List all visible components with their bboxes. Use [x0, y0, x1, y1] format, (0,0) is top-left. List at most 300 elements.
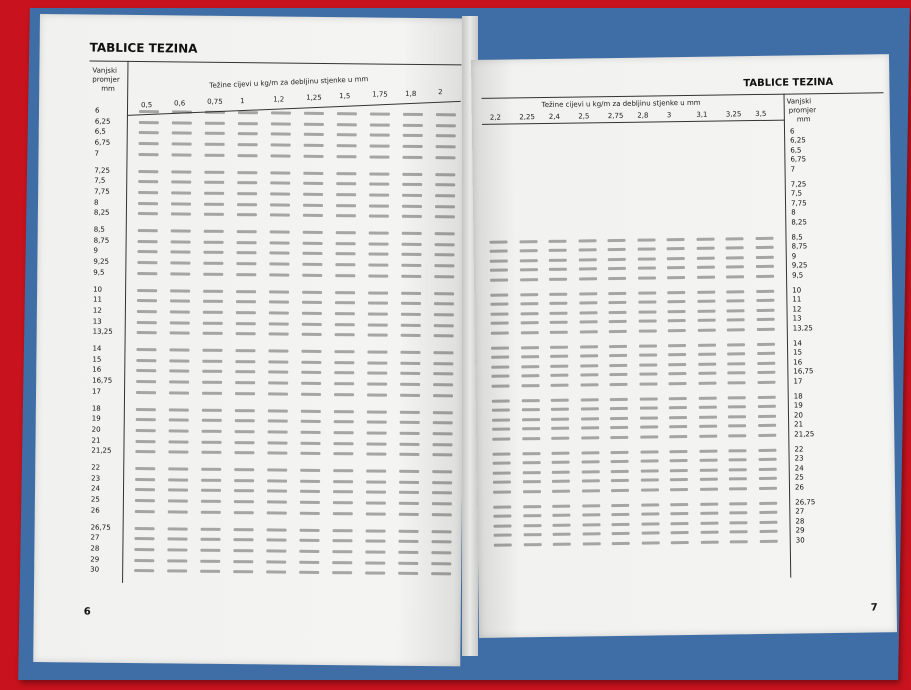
table-cell-mark	[726, 290, 744, 293]
table-cell-mark	[640, 469, 658, 472]
right-diameter-22: 16	[793, 358, 803, 367]
table-cell-mark	[135, 510, 155, 513]
table-cell-mark	[697, 309, 715, 312]
table-cell-mark	[758, 477, 776, 480]
table-cell-mark	[172, 132, 192, 135]
table-cell-mark	[638, 276, 656, 279]
right-diameter-6: 7,5	[790, 189, 803, 198]
table-cell-mark	[170, 251, 190, 254]
table-cell-mark	[233, 560, 253, 563]
table-cell-mark	[755, 265, 773, 268]
table-cell-mark	[168, 478, 188, 481]
table-cell-mark	[549, 268, 567, 271]
table-cell-mark	[304, 112, 324, 115]
table-cell-mark	[639, 382, 657, 385]
table-cell-mark	[759, 530, 777, 533]
table-cell-mark	[490, 259, 508, 262]
table-cell-mark	[368, 312, 388, 315]
table-cell-mark	[581, 451, 599, 454]
table-cell-mark	[668, 344, 686, 347]
table-cell-mark	[611, 513, 629, 516]
table-cell-mark	[669, 382, 687, 385]
table-cell-mark	[369, 231, 389, 234]
table-cell-mark	[580, 408, 598, 411]
right-diameter-32: 24	[794, 464, 804, 473]
table-cell-mark	[333, 452, 353, 455]
table-cell-mark	[519, 249, 537, 252]
table-cell-mark	[400, 442, 420, 445]
table-cell-mark	[169, 359, 189, 362]
table-cell-mark	[493, 481, 511, 484]
left-diameter-37: 28	[90, 544, 100, 553]
table-cell-mark	[204, 202, 224, 205]
table-cell-mark	[134, 559, 154, 562]
table-cell-mark	[699, 450, 717, 453]
table-cell-mark	[580, 355, 598, 358]
table-cell-mark	[552, 514, 570, 517]
right-diameter-19: 13,25	[792, 323, 813, 333]
table-cell-mark	[204, 181, 224, 184]
table-cell-mark	[610, 435, 628, 438]
table-cell-mark	[237, 230, 257, 233]
table-cell-mark	[269, 263, 289, 266]
table-cell-mark	[333, 469, 353, 472]
table-cell-mark	[237, 171, 257, 174]
left-diameter-5: 7,25	[94, 166, 111, 175]
table-cell-mark	[401, 253, 421, 256]
left-thickness-7: 1,75	[372, 90, 388, 100]
table-cell-mark	[268, 409, 288, 412]
table-cell-mark	[435, 183, 455, 186]
table-cell-mark	[697, 344, 715, 347]
table-cell-mark	[134, 569, 154, 572]
table-cell-mark	[237, 213, 257, 216]
table-cell-mark	[398, 540, 418, 543]
left-diameter-31: 23	[91, 474, 101, 483]
table-cell-mark	[640, 488, 658, 491]
table-cell-mark	[270, 203, 290, 206]
table-cell-mark	[333, 480, 353, 483]
table-cell-mark	[671, 531, 689, 534]
table-cell-mark	[611, 470, 629, 473]
table-cell-mark	[521, 365, 539, 368]
table-cell-mark	[582, 532, 600, 535]
table-cell-mark	[370, 123, 390, 126]
left-thickness-9: 2	[438, 87, 443, 97]
table-cell-mark	[170, 310, 190, 313]
table-cell-mark	[435, 232, 455, 235]
table-cell-mark	[266, 539, 286, 542]
table-cell-mark	[610, 407, 628, 410]
table-cell-mark	[728, 381, 746, 384]
table-cell-mark	[333, 490, 353, 493]
table-cell-mark	[580, 373, 598, 376]
table-cell-mark	[552, 461, 570, 464]
table-cell-mark	[366, 502, 386, 505]
table-cell-mark	[520, 312, 538, 315]
table-cell-mark	[403, 123, 423, 126]
table-cell-mark	[550, 364, 568, 367]
table-cell-mark	[639, 397, 657, 400]
left-diameter-33: 25	[90, 495, 100, 504]
table-cell-mark	[205, 143, 225, 146]
table-cell-mark	[727, 343, 745, 346]
outer-diameter-header-2: promjer	[92, 75, 120, 84]
table-cell-mark	[432, 470, 452, 473]
table-cell-mark	[268, 430, 288, 433]
table-cell-mark	[200, 538, 220, 541]
table-cell-mark	[552, 470, 570, 473]
table-cell-mark	[493, 471, 511, 474]
table-cell-mark	[205, 111, 225, 114]
table-cell-mark	[550, 374, 568, 377]
table-cell-mark	[491, 346, 509, 349]
table-cell-mark	[171, 213, 191, 216]
table-cell-mark	[641, 522, 659, 525]
table-cell-mark	[172, 142, 192, 145]
table-cell-mark	[550, 321, 568, 324]
table-cell-mark	[268, 382, 288, 385]
table-cell-mark	[301, 371, 321, 374]
table-cell-mark	[300, 469, 320, 472]
table-cell-mark	[521, 408, 539, 411]
table-cell-mark	[402, 232, 422, 235]
table-cell-mark	[267, 500, 287, 503]
table-cell-mark	[609, 354, 627, 357]
table-cell-mark	[201, 478, 221, 481]
table-cell-mark	[727, 353, 745, 356]
table-cell-mark	[549, 249, 567, 252]
table-cell-mark	[136, 359, 156, 362]
table-cell-mark	[549, 258, 567, 261]
table-cell-mark	[436, 113, 456, 116]
table-cell-mark	[698, 362, 716, 365]
table-cell-mark	[611, 504, 629, 507]
table-cell-mark	[270, 182, 290, 185]
table-cell-mark	[367, 442, 387, 445]
table-cell-mark	[234, 528, 254, 531]
table-cell-mark	[332, 571, 352, 574]
table-cell-mark	[610, 382, 628, 385]
table-cell-mark	[641, 541, 659, 544]
table-cell-mark	[167, 570, 187, 573]
table-cell-mark	[334, 410, 354, 413]
table-cell-mark	[521, 374, 539, 377]
table-cell-mark	[696, 256, 714, 259]
table-cell-mark	[667, 266, 685, 269]
table-cell-mark	[637, 257, 655, 260]
table-cell-mark	[551, 436, 569, 439]
table-cell-mark	[366, 453, 386, 456]
table-cell-mark	[301, 431, 321, 434]
table-cell-mark	[336, 214, 356, 217]
table-cell-mark	[138, 240, 158, 243]
table-cell-mark	[304, 144, 324, 147]
table-cell-mark	[137, 261, 157, 264]
table-cell-mark	[523, 543, 541, 546]
table-cell-mark	[728, 449, 746, 452]
table-cell-mark	[727, 362, 745, 365]
right-outer-diameter-header-3: mm	[796, 115, 811, 124]
table-cell-mark	[168, 451, 188, 454]
table-cell-mark	[334, 431, 354, 434]
table-cell-mark	[172, 110, 192, 113]
left-diameter-12: 9	[93, 246, 99, 256]
table-cell-mark	[756, 290, 774, 293]
table-cell-mark	[335, 263, 355, 266]
table-cell-mark	[640, 450, 658, 453]
table-cell-mark	[268, 349, 288, 352]
table-cell-mark	[203, 273, 223, 276]
table-cell-mark	[301, 360, 321, 363]
table-cell-mark	[726, 300, 744, 303]
table-cell-mark	[435, 205, 455, 208]
table-cell-mark	[551, 427, 569, 430]
table-cell-mark	[202, 370, 222, 373]
left-diameter-27: 20	[91, 425, 101, 434]
table-cell-mark	[238, 122, 258, 125]
table-cell-mark	[137, 289, 157, 292]
table-cell-mark	[758, 449, 776, 452]
left-diameter-8: 8	[93, 198, 99, 207]
table-cell-mark	[303, 182, 323, 185]
table-cell-mark	[368, 323, 388, 326]
table-cell-mark	[367, 393, 387, 396]
table-cell-mark	[638, 329, 656, 332]
table-cell-mark	[493, 515, 511, 518]
table-cell-mark	[609, 329, 627, 332]
right-diameter-10: 8,5	[791, 233, 803, 242]
table-cell-mark	[400, 421, 420, 424]
table-cell-mark	[609, 345, 627, 348]
table-cell-mark	[135, 450, 155, 453]
table-cell-mark	[699, 434, 717, 437]
table-cell-mark	[700, 540, 718, 543]
table-cell-mark	[337, 155, 357, 158]
table-cell-mark	[434, 275, 454, 278]
left-diameter-15: 10	[93, 285, 103, 294]
table-cell-mark	[303, 214, 323, 217]
right-thickness-2: 2,4	[548, 112, 560, 121]
table-cell-mark	[236, 273, 256, 276]
table-cell-mark	[699, 487, 717, 490]
table-cell-mark	[303, 241, 323, 244]
table-cell-mark	[758, 458, 776, 461]
table-cell-mark	[234, 500, 254, 503]
table-cell-mark	[669, 450, 687, 453]
table-cell-mark	[238, 111, 258, 114]
table-cell-mark	[170, 332, 190, 335]
table-cell-mark	[491, 375, 509, 378]
table-cell-mark	[696, 266, 714, 269]
right-diameter-9: 8,25	[791, 217, 807, 227]
table-cell-mark	[401, 264, 421, 267]
table-cell-mark	[235, 409, 255, 412]
table-cell-mark	[299, 571, 319, 574]
table-cell-mark	[698, 415, 716, 418]
table-cell-mark	[136, 369, 156, 372]
right-diameter-1: 6,25	[790, 136, 806, 145]
table-cell-mark	[610, 398, 628, 401]
table-cell-mark	[550, 355, 568, 358]
table-cell-mark	[611, 488, 629, 491]
table-cell-mark	[168, 499, 188, 502]
table-cell-mark	[670, 512, 688, 515]
right-thickness-caption: Težine cijevi u kg/m za debljinu stjenke u mm	[541, 98, 701, 110]
table-cell-mark	[203, 311, 223, 314]
table-cell-mark	[169, 370, 189, 373]
table-cell-mark	[237, 181, 257, 184]
table-cell-mark	[492, 437, 510, 440]
table-cell-mark	[368, 264, 388, 267]
table-cell-mark	[334, 382, 354, 385]
table-cell-mark	[521, 355, 539, 358]
table-cell-mark	[757, 362, 775, 365]
table-cell-mark	[302, 301, 322, 304]
table-cell-mark	[367, 421, 387, 424]
table-cell-mark	[638, 320, 656, 323]
table-cell-mark	[729, 468, 747, 471]
table-cell-mark	[640, 426, 658, 429]
outer-diameter-header-3: mm	[101, 84, 115, 93]
table-cell-mark	[609, 373, 627, 376]
table-cell-mark	[300, 512, 320, 515]
table-cell-mark	[520, 321, 538, 324]
table-cell-mark	[756, 318, 774, 321]
table-cell-mark	[697, 328, 715, 331]
left-diameter-25: 18	[91, 404, 101, 413]
table-cell-mark	[637, 267, 655, 270]
table-cell-mark	[582, 523, 600, 526]
right-diameter-0: 6	[789, 127, 795, 136]
table-cell-mark	[756, 343, 774, 346]
table-cell-mark	[434, 264, 454, 267]
table-cell-mark	[431, 572, 451, 575]
table-cell-mark	[136, 429, 156, 432]
table-cell-mark	[201, 451, 221, 454]
table-cell-mark	[608, 239, 626, 242]
table-cell-mark	[581, 470, 599, 473]
table-cell-mark	[169, 380, 189, 383]
table-cell-mark	[610, 417, 628, 420]
left-thickness-6: 1,5	[339, 92, 351, 101]
right-diameter-24: 17	[793, 376, 803, 386]
table-cell-mark	[581, 436, 599, 439]
table-cell-mark	[521, 346, 539, 349]
table-cell-mark	[492, 384, 510, 387]
table-cell-mark	[138, 191, 158, 194]
table-cell-mark	[494, 534, 512, 537]
table-cell-mark	[581, 426, 599, 429]
table-cell-mark	[757, 352, 775, 355]
table-cell-mark	[551, 452, 569, 455]
table-cell-mark	[670, 503, 688, 506]
table-cell-mark	[553, 533, 571, 536]
table-cell-mark	[236, 290, 256, 293]
table-cell-mark	[580, 364, 598, 367]
table-cell-mark	[269, 322, 289, 325]
table-cell-mark	[271, 111, 291, 114]
table-cell-mark	[492, 399, 510, 402]
table-cell-mark	[136, 408, 156, 411]
table-cell-mark	[436, 135, 456, 138]
left-diameter-14: 9,5	[93, 268, 105, 277]
table-cell-mark	[403, 145, 423, 148]
table-cell-mark	[493, 490, 511, 493]
left-thickness-caption: Težine cijevi u kg/m za debljinu stjenke u mm	[209, 75, 369, 90]
table-cell-mark	[670, 478, 688, 481]
table-cell-mark	[670, 488, 688, 491]
left-diameter-4: 7	[94, 149, 100, 158]
table-cell-mark	[299, 560, 319, 563]
table-cell-mark	[519, 259, 537, 262]
table-cell-mark	[668, 353, 686, 356]
table-cell-mark	[431, 540, 451, 543]
table-cell-mark	[490, 303, 508, 306]
table-cell-mark	[401, 291, 421, 294]
left-diameter-26: 19	[91, 414, 101, 423]
table-cell-mark	[494, 543, 512, 546]
table-cell-mark	[641, 503, 659, 506]
table-cell-mark	[336, 231, 356, 234]
table-cell-mark	[235, 392, 255, 395]
table-cell-mark	[268, 371, 288, 374]
table-cell-mark	[492, 452, 510, 455]
left-thickness-8: 1,8	[405, 89, 417, 98]
table-cell-mark	[135, 499, 155, 502]
table-cell-mark	[269, 252, 289, 255]
table-cell-mark	[612, 541, 630, 544]
table-cell-mark	[755, 246, 773, 249]
right-table-top-rule	[482, 92, 884, 99]
table-cell-mark	[668, 329, 686, 332]
right-diameter-35: 26,75	[795, 498, 816, 507]
table-cell-mark	[726, 256, 744, 259]
table-cell-mark	[205, 154, 225, 157]
table-cell-mark	[671, 541, 689, 544]
right-diameter-23: 16,75	[793, 367, 814, 376]
left-diameter-30: 22	[91, 463, 101, 472]
table-cell-mark	[137, 272, 157, 275]
table-cell-mark	[608, 276, 626, 279]
table-cell-mark	[268, 441, 288, 444]
table-cell-mark	[171, 202, 191, 205]
table-cell-mark	[402, 242, 422, 245]
right-diameter-29: 21,25	[794, 429, 815, 439]
left-diameter-6: 7,5	[94, 176, 106, 185]
table-cell-mark	[755, 237, 773, 240]
table-cell-mark	[238, 154, 258, 157]
table-cell-mark	[202, 408, 222, 411]
table-cell-mark	[522, 418, 540, 421]
right-diameter-3: 6,75	[790, 155, 807, 164]
table-cell-mark	[137, 331, 157, 334]
table-cell-mark	[334, 350, 354, 353]
table-cell-mark	[267, 511, 287, 514]
table-cell-mark	[367, 410, 387, 413]
table-cell-mark	[700, 531, 718, 534]
left-diameter-22: 16	[92, 365, 102, 375]
table-cell-mark	[758, 433, 776, 436]
table-cell-mark	[433, 411, 453, 414]
table-cell-mark	[302, 322, 322, 325]
table-cell-mark	[758, 424, 776, 427]
table-cell-mark	[235, 419, 255, 422]
table-cell-mark	[433, 443, 453, 446]
table-cell-mark	[136, 440, 156, 443]
table-cell-mark	[581, 479, 599, 482]
table-cell-mark	[403, 113, 423, 116]
